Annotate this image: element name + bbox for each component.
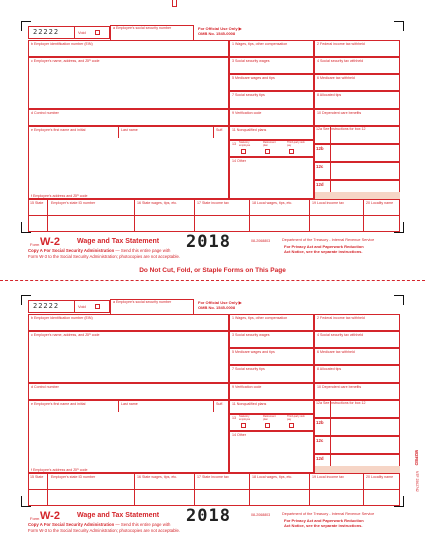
privacy-notice-1: For Privacy Act and Paperwork Reduction	[284, 244, 364, 249]
form-title: Wage and Tax Statement	[77, 512, 160, 519]
treasury-dept: Department of the Treasury - Internal Revenue Service	[282, 238, 375, 242]
tax-year: 2018	[186, 232, 231, 252]
box16-label: 16 State wages, tips, etc.	[137, 475, 178, 479]
copy-a-rest: — Send this entire page with	[114, 248, 171, 253]
box12-code-divider	[330, 400, 331, 473]
employee-address-label: f Employee's address and ZIP code	[31, 468, 88, 472]
state-row-divider	[28, 215, 400, 216]
last-name-label: Last name	[121, 128, 138, 132]
box20-label: 20 Locality name	[366, 475, 394, 479]
crop-mark	[21, 21, 22, 31]
crop-mark	[403, 21, 404, 31]
box1-label: 1 Wages, tips, other compensation	[232, 42, 288, 46]
side-form-code: W2FED	[414, 450, 419, 466]
retirement-label: Retirement plan	[263, 415, 276, 421]
box12c[interactable]	[314, 162, 400, 180]
box4-label: 4 Social security tax withheld	[317, 333, 364, 337]
third-party-label: Third-party sick pay	[287, 415, 305, 421]
control-number-label: d Control number	[31, 111, 59, 115]
box15-label: 15 State	[30, 201, 44, 205]
box15-id-label: Employer's state ID number	[51, 475, 96, 479]
box9-label: 9 Verification code	[232, 385, 262, 389]
privacy-notice-1: For Privacy Act and Paperwork Reduction	[284, 518, 364, 523]
employee-name-field[interactable]	[28, 400, 229, 473]
box12c-label: 12c	[316, 438, 324, 443]
official-use-label: For Official Use Only ▶	[198, 300, 242, 305]
state-col-divider	[309, 473, 310, 506]
box10-label: 10 Dependent care benefits	[317, 111, 362, 115]
employee-address-label: f Employee's address and ZIP code	[31, 194, 88, 198]
shaded-area	[315, 192, 400, 199]
box4-label: 4 Social security tax withheld	[317, 59, 364, 63]
w2-form-copy-2	[0, 274, 425, 550]
employer-field[interactable]	[28, 57, 229, 109]
employer-label: c Employer's name, address, and ZIP code	[31, 333, 100, 337]
name-divider	[118, 400, 119, 412]
box18-label: 18 Local wages, tips, etc.	[252, 475, 293, 479]
side-catalog-code: NTF 2562742	[415, 471, 419, 492]
third-party-label: Third-party sick pay	[287, 141, 305, 147]
cut-notice: Do Not Cut, Fold, or Staple Forms on This Page	[139, 267, 286, 274]
form-name: W-2	[40, 236, 60, 248]
void-label: Void	[78, 30, 86, 35]
copy-a-title: Copy A For Social Security Administration	[28, 522, 115, 527]
box6-label: 6 Medicare tax withheld	[317, 350, 355, 354]
suff-label: Suff.	[216, 402, 224, 406]
control-code: 22222	[33, 302, 60, 310]
employer-field[interactable]	[28, 331, 229, 383]
state-col-divider	[249, 473, 250, 506]
copy-a-line2: Form W-3 to the Social Security Administration; photocopies are not acceptable.	[28, 528, 181, 533]
box12c[interactable]	[314, 436, 400, 454]
box12d-label: 12d	[316, 182, 324, 187]
shaded-area	[315, 466, 400, 473]
control-number-label: d Control number	[31, 385, 59, 389]
copy-a-line	[28, 523, 170, 527]
privacy-notice-2: Act Notice, see the separate instructions.	[284, 249, 363, 254]
state-col-divider	[134, 199, 135, 232]
state-col-divider	[134, 473, 135, 506]
state-col-divider	[249, 199, 250, 232]
box12a-label: 12a See instructions for box 12	[316, 127, 366, 131]
box12c-label: 12c	[316, 164, 324, 169]
crop-mark	[21, 295, 31, 296]
box12a-label: 12a See instructions for box 12	[316, 401, 366, 405]
box5-label: 5 Medicare wages and tips	[232, 350, 275, 354]
box8-label: 8 Allocated tips	[317, 93, 342, 97]
crop-mark	[21, 232, 31, 233]
box12-code-divider	[330, 126, 331, 199]
suff-divider	[213, 126, 214, 138]
catalog-number: 08-2068803	[251, 239, 271, 243]
box19-label: 19 Local income tax	[312, 201, 344, 205]
box14-label: 14 Other	[232, 159, 246, 163]
ssn-label: a Employee's social security number	[113, 300, 172, 304]
suff-divider	[213, 400, 214, 412]
suff-label: Suff.	[216, 128, 224, 132]
box10-label: 10 Dependent care benefits	[317, 385, 362, 389]
box6-label: 6 Medicare tax withheld	[317, 76, 355, 80]
box8-label: 8 Allocated tips	[317, 367, 342, 371]
third-party-checkbox[interactable]	[289, 423, 294, 428]
crop-mark	[21, 496, 22, 507]
box12d-label: 12d	[316, 456, 324, 461]
box13-label: 13	[232, 416, 236, 420]
state-col-divider	[309, 199, 310, 232]
box3-label: 3 Social security wages	[232, 333, 270, 337]
omb-number: OMB No. 1545-0008	[198, 305, 236, 310]
box16-label: 16 State wages, tips, etc.	[137, 201, 178, 205]
box15-id-label: Employer's state ID number	[51, 201, 96, 205]
box17-label: 17 State income tax	[197, 201, 229, 205]
third-party-checkbox[interactable]	[289, 149, 294, 154]
state-col-divider	[363, 199, 364, 232]
state-col-divider	[47, 473, 48, 506]
void-label: Void	[78, 304, 86, 309]
box17-label: 17 State income tax	[197, 475, 229, 479]
statutory-checkbox[interactable]	[241, 423, 246, 428]
box14-label: 14 Other	[232, 433, 246, 437]
employer-label: c Employer's name, address, and ZIP code	[31, 59, 100, 63]
statutory-checkbox[interactable]	[241, 149, 246, 154]
box9-label: 9 Verification code	[232, 111, 262, 115]
crop-mark	[403, 222, 404, 233]
box19-label: 19 Local income tax	[312, 475, 344, 479]
box12b-label: 12b	[316, 146, 324, 151]
employee-name-field[interactable]	[28, 126, 229, 199]
form-title: Wage and Tax Statement	[77, 238, 160, 245]
form-word: Form	[30, 516, 40, 521]
box1-label: 1 Wages, tips, other compensation	[232, 316, 288, 320]
crop-mark	[403, 496, 404, 507]
ein-label: b Employer identification number (EIN)	[31, 42, 93, 46]
statutory-label: Statutory employee	[239, 415, 251, 421]
catalog-number: 08-2068803	[251, 513, 271, 517]
void-checkbox[interactable]	[95, 304, 100, 309]
state-col-divider	[194, 199, 195, 232]
privacy-notice-2: Act Notice, see the separate instructions.	[284, 523, 363, 528]
box7-label: 7 Social security tips	[232, 367, 265, 371]
box7-label: 7 Social security tips	[232, 93, 265, 97]
state-row-divider	[28, 489, 400, 490]
treasury-dept: Department of the Treasury - Internal Revenue Service	[282, 512, 375, 516]
state-col-divider	[194, 473, 195, 506]
ein-label: b Employer identification number (EIN)	[31, 316, 93, 320]
form-name: W-2	[40, 510, 60, 522]
control-code: 22222	[33, 28, 60, 36]
crop-mark	[21, 295, 22, 305]
box2-label: 2 Federal income tax withheld	[317, 42, 365, 46]
employee-first-label: e Employee's first name and initial	[31, 128, 86, 132]
form-word: Form	[30, 242, 40, 247]
box13-label: 13	[232, 142, 236, 146]
omb-number: OMB No. 1545-0008	[198, 31, 236, 36]
crop-mark	[21, 506, 31, 507]
retirement-checkbox[interactable]	[265, 149, 270, 154]
box15-label: 15 State	[30, 475, 44, 479]
statutory-label: Statutory employee	[239, 141, 251, 147]
employee-first-label: e Employee's first name and initial	[31, 402, 86, 406]
name-divider	[118, 126, 119, 138]
box11-label: 11 Nonqualified plans	[232, 128, 267, 132]
box11-label: 11 Nonqualified plans	[232, 402, 267, 406]
void-checkbox[interactable]	[95, 30, 100, 35]
box18-label: 18 Local wages, tips, etc.	[252, 201, 293, 205]
box3-label: 3 Social security wages	[232, 59, 270, 63]
copy-a-rest: — Send this entire page with	[114, 522, 171, 527]
retirement-checkbox[interactable]	[265, 423, 270, 428]
crop-mark	[21, 222, 22, 233]
tax-year: 2018	[186, 506, 231, 526]
crop-mark	[403, 295, 404, 305]
official-use-label: For Official Use Only ▶	[198, 26, 242, 31]
box2-label: 2 Federal income tax withheld	[317, 316, 365, 320]
copy-a-line2: Form W-3 to the Social Security Administration; photocopies are not acceptable.	[28, 254, 181, 259]
box12b[interactable]	[314, 144, 400, 162]
box12b-label: 12b	[316, 420, 324, 425]
retirement-label: Retirement plan	[263, 141, 276, 147]
box5-label: 5 Medicare wages and tips	[232, 76, 275, 80]
box12b[interactable]	[314, 418, 400, 436]
copy-a-line	[28, 249, 170, 253]
ssn-label: a Employee's social security number	[113, 26, 172, 30]
copy-a-title: Copy A For Social Security Administration	[28, 248, 115, 253]
state-col-divider	[363, 473, 364, 506]
last-name-label: Last name	[121, 402, 138, 406]
box20-label: 20 Locality name	[366, 201, 394, 205]
crop-mark	[21, 21, 31, 22]
state-col-divider	[47, 199, 48, 232]
